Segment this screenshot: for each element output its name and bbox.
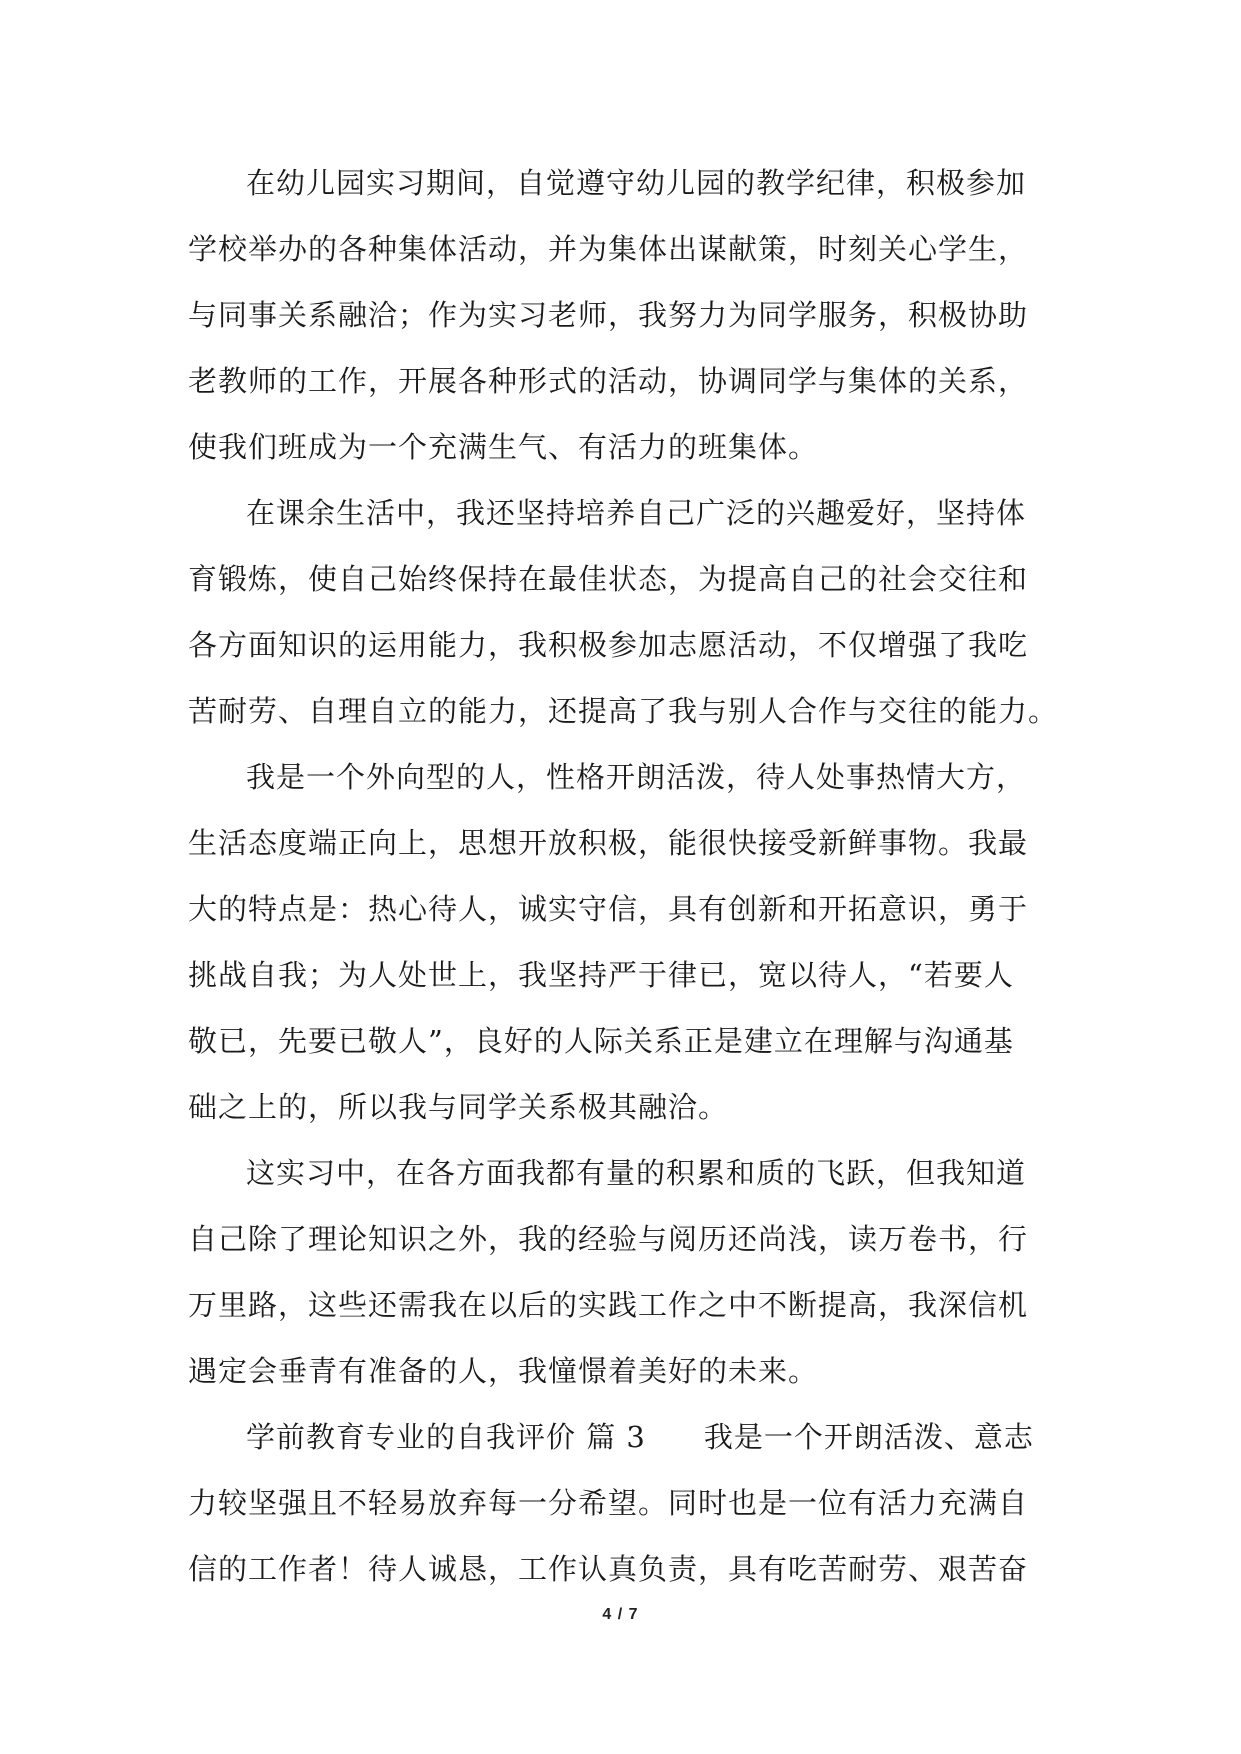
paragraph-4-line-1: 这实习中，在各方面我都有量的积累和质的飞跃，但我知道 (246, 1156, 1027, 1190)
paragraph-5-line-3: 信的工作者！待人诚恳，工作认真负责，具有吃苦耐劳、艰苦奋 (188, 1552, 1029, 1586)
paragraph-3-line-4: 挑战自我；为人处世上，我坚持严于律已，宽以待人，“若要人 (188, 958, 1014, 992)
page-number: 4 / 7 (602, 1606, 639, 1623)
document-body (188, 150, 1060, 1602)
paragraph-3-line-6: 础之上的，所以我与同学关系极其融洽。 (188, 1090, 729, 1124)
paragraph-1-line-1: 在幼儿园实习期间，自觉遵守幼儿园的教学纪律，积极参加 (246, 166, 1027, 200)
paragraph-4-line-2: 自己除了理论知识之外，我的经验与阅历还尚浅，读万卷书，行 (188, 1222, 1029, 1256)
paragraph-1-line-2: 学校举办的各种集体活动，并为集体出谋献策，时刻关心学生， (188, 232, 1029, 266)
paragraph-3-line-1: 我是一个外向型的人，性格开朗活泼，待人处事热情大方， (246, 760, 1027, 794)
paragraph-2-line-2: 育锻炼，使自己始终保持在最佳状态，为提高自己的社会交往和 (188, 562, 1029, 596)
paragraph-1-line-3: 与同事关系融洽；作为实习老师，我努力为同学服务，积极协助 (188, 298, 1029, 332)
paragraph-4-line-3: 万里路，这些还需我在以后的实践工作之中不断提高，我深信机 (188, 1288, 1029, 1322)
section-heading: 学前教育专业的自我评价 篇 3 (246, 1420, 646, 1454)
paragraph-5-line-1 (188, 1404, 1060, 1470)
paragraph-3-line-3: 大的特点是：热心待人，诚实守信，具有创新和开拓意识，勇于 (188, 892, 1029, 926)
paragraph-2-line-1: 在课余生活中，我还坚持培养自己广泛的兴趣爱好，坚持体 (246, 496, 1027, 530)
paragraph-5-line-2: 力较坚强且不轻易放弃每一分希望。同时也是一位有活力充满自 (188, 1486, 1029, 1520)
paragraph-2-line-3: 各方面知识的运用能力，我积极参加志愿活动，不仅增强了我吃 (188, 628, 1029, 662)
paragraph-1-line-4: 老教师的工作，开展各种形式的活动，协调同学与集体的关系， (188, 364, 1029, 398)
paragraph-3-line-5: 敬已，先要已敬人”，良好的人际关系正是建立在理解与沟通基 (188, 1024, 1014, 1058)
paragraph-1-line-5: 使我们班成为一个充满生气、有活力的班集体。 (188, 430, 819, 464)
paragraph-5-line-1-text: 我是一个开朗活泼、意志 (703, 1420, 1034, 1454)
paragraph-4-line-4: 遇定会垂青有准备的人，我憧憬着美好的未来。 (188, 1354, 819, 1388)
paragraph-3-line-2: 生活态度端正向上，思想开放积极，能很快接受新鲜事物。我最 (188, 826, 1029, 860)
paragraph-2-line-4: 苦耐劳、自理自立的能力，还提高了我与别人合作与交往的能力。 (188, 694, 1059, 728)
